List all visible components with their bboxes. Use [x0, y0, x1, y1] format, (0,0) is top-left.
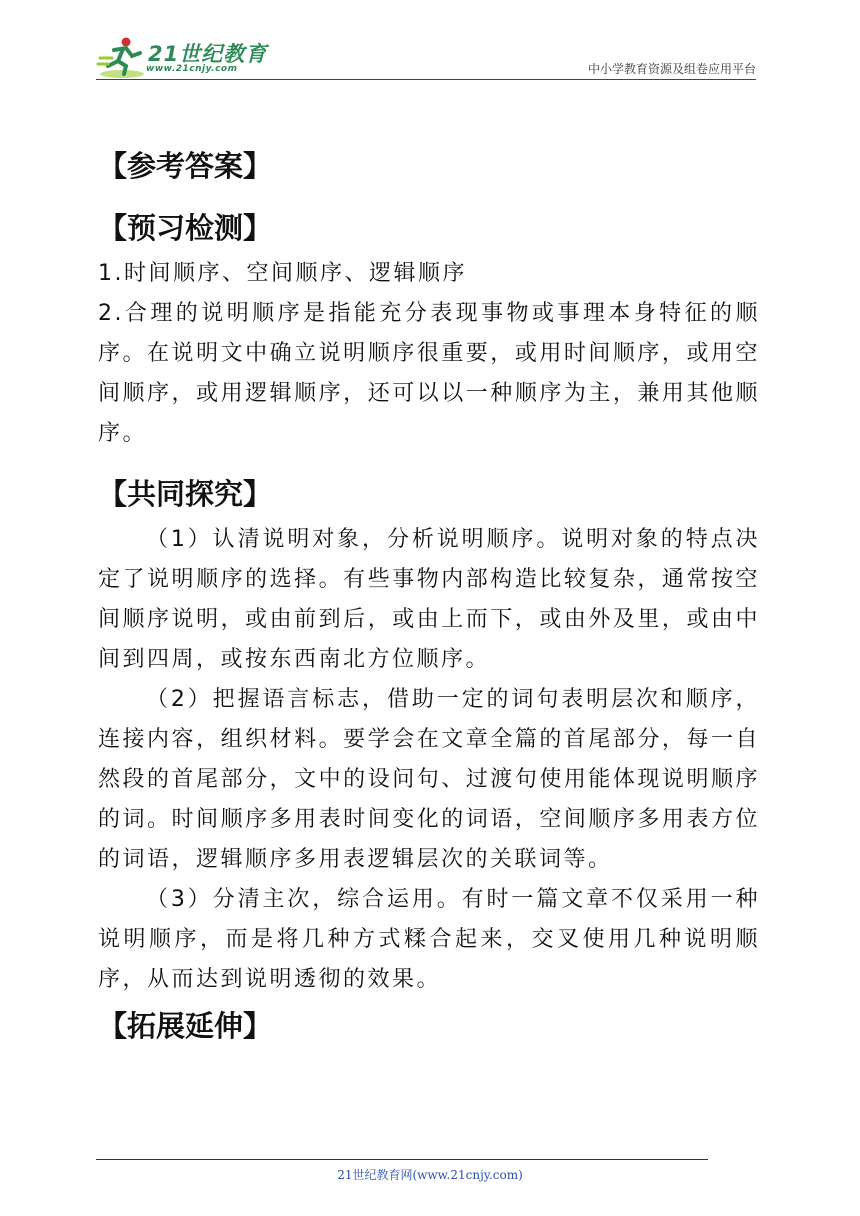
- explore-paragraph-3: （3）分清主次，综合运用。有时一篇文章不仅采用一种说明顺序，而是将几种方式糅合起来，交叉使用几种说明顺序，从而达到说明透彻的效果。: [98, 887, 760, 992]
- preview-item-1: 1.时间顺序、空间顺序、逻辑顺序: [98, 261, 467, 286]
- footer-divider: [96, 1159, 708, 1160]
- explore-paragraph-2: （2）把握语言标志，借助一定的词句表明层次和顺序，连接内容，组织材料。要学会在文章全篇的首尾部分，每一自然段的首尾部分，文中的设问句、过渡句使用能体现说明顺序的词。时间顺序多用表时间变化的词语，空间顺序多用表方位的词语，逻辑顺序多用表逻辑层次的关联词等。: [98, 687, 760, 872]
- header-slogan: 中小学教育资源及组卷应用平台: [587, 62, 756, 76]
- answer-heading: 【参考答案】: [98, 149, 273, 183]
- logo[interactable]: [96, 36, 266, 80]
- logo-text: 21世纪教育: [148, 42, 268, 66]
- runner-logo-icon: [96, 36, 146, 80]
- explore-paragraph-1: （1）认清说明对象，分析说明顺序。说明对象的特点决定了说明顺序的选择。有些事物内部构造比较复杂，通常按空间顺序说明，或由前到后，或由上而下，或由外及里，或由中间到四周，或按东西南北方位顺序。: [98, 527, 760, 672]
- preview-item-2: 2.合理的说明顺序是指能充分表现事物或事理本身特征的顺序。在说明文中确立说明顺序很重要，或用时间顺序，或用空间顺序，或用逻辑顺序，还可以以一种顺序为主，兼用其他顺序。: [98, 301, 760, 446]
- extend-heading: 【拓展延伸】: [98, 1009, 273, 1043]
- page-header: [0, 0, 860, 90]
- explore-heading: 【共同探究】: [98, 477, 273, 511]
- preview-heading: 【预习检测】: [98, 211, 273, 245]
- logo-url: www.21cnjy.com: [146, 64, 238, 74]
- header-divider: [96, 79, 756, 80]
- document-body: [98, 140, 760, 1052]
- footer-text[interactable]: 21世纪教育网(www.21cnjy.com): [337, 1168, 523, 1182]
